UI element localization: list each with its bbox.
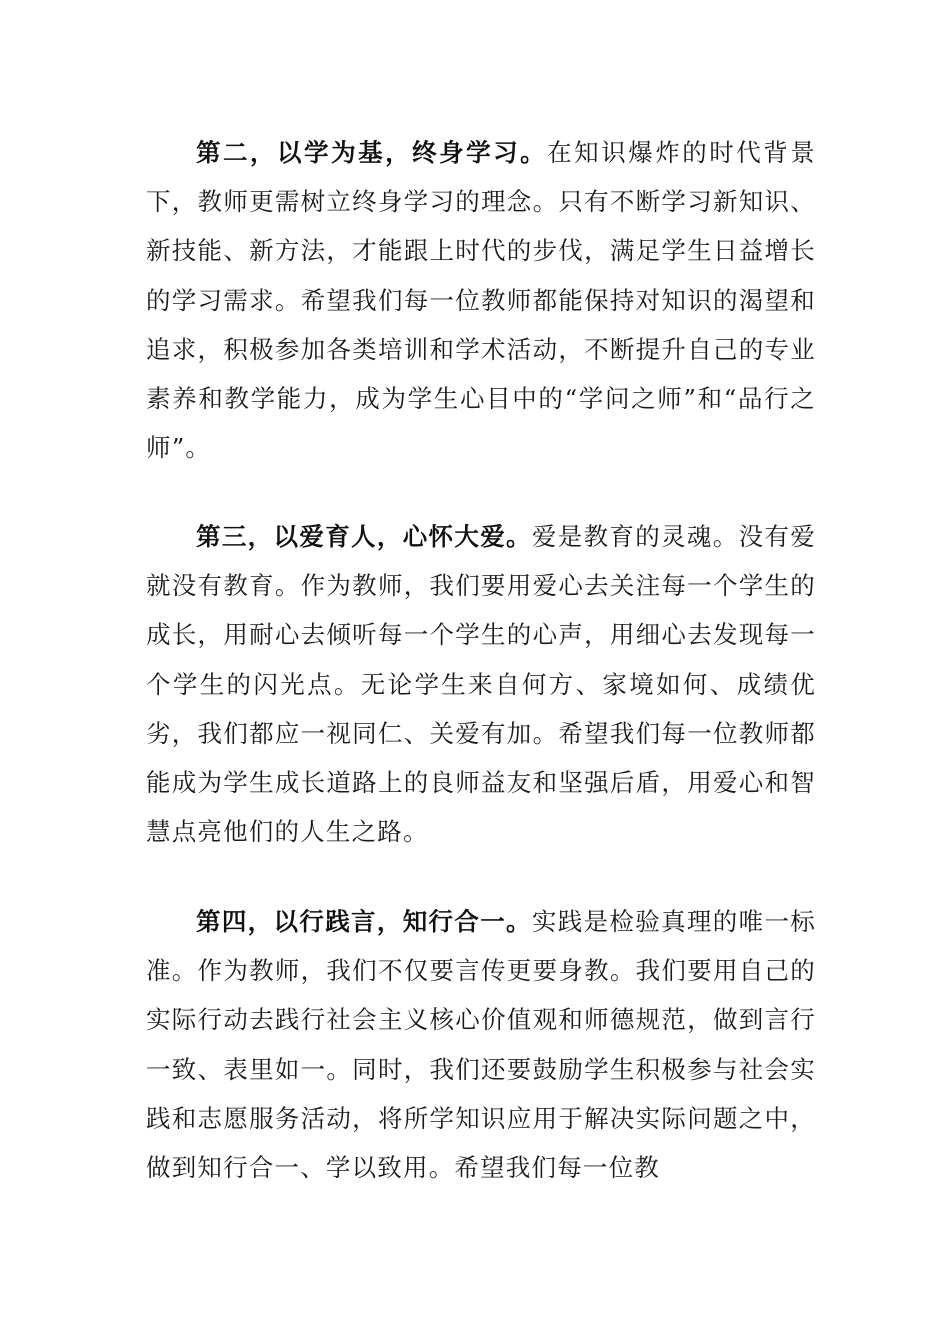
- paragraph-body: 在知识爆炸的时代背景下，教师更需树立终身学习的理念。只有不断学习新知识、新技能、新方法，才能跟上时代的步伐，满足学生日益增长的学习需求。希望我们每一位教师都能保持对知识的渴望和追求，积极参加各类培训和学术活动，不断提升自己的专业素养和教学能力，成为学生心目中的“学问之师”和“品行之师”。: [146, 138, 816, 463]
- paragraph-practice-what-you-preach: [146, 897, 816, 1192]
- paragraph-heading: 第三，以爱育人，心怀大爱。: [196, 522, 532, 551]
- paragraph-heading: 第二，以学为基，终身学习。: [196, 138, 548, 167]
- paragraph-heading: 第四，以行践言，知行合一。: [196, 907, 532, 936]
- paragraph-educate-with-love: [146, 512, 816, 856]
- paragraph-body: 实践是检验真理的唯一标准。作为教师，我们不仅要言传更要身教。我们要用自己的实际行动去践行社会主义核心价值观和师德规范，做到言行一致、表里如一。同时，我们还要鼓励学生积极参与社会实践和志愿服务活动，将所学知识应用于解决实际问题之中，做到知行合一、学以致用。希望我们每一位教: [146, 907, 816, 1183]
- paragraph-body: 爱是教育的灵魂。没有爱就没有教育。作为教师，我们要用爱心去关注每一个学生的成长，用耐心去倾听每一个学生的心声，用细心去发现每一个学生的闪光点。无论学生来自何方、家境如何、成绩优劣，我们都应一视同仁、关爱有加。希望我们每一位教师都能成为学生成长道路上的良师益友和坚强后盾，用爱心和智慧点亮他们的人生之路。: [146, 522, 816, 847]
- paragraph-lifelong-learning: [146, 128, 816, 472]
